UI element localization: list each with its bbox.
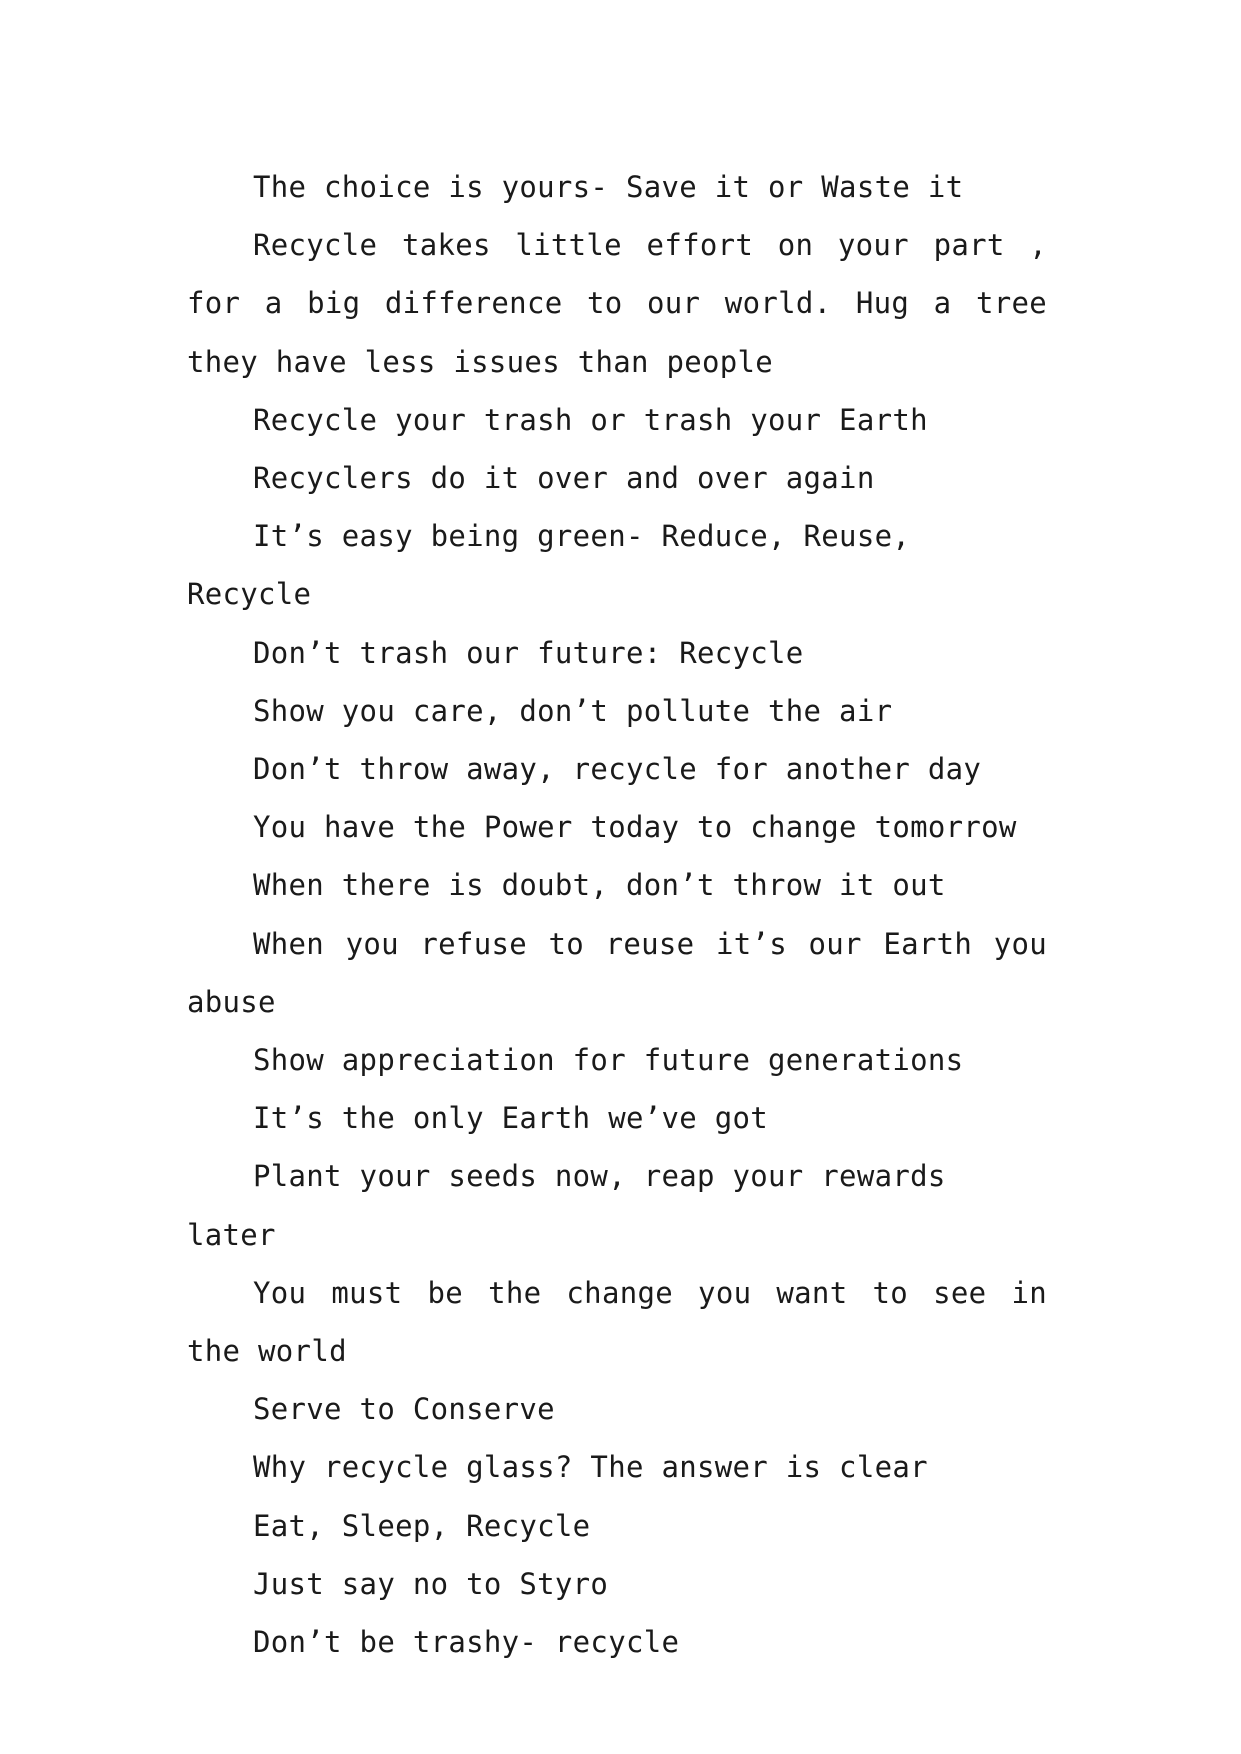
- paragraph: Show appreciation for future generations: [253, 1043, 964, 1078]
- paragraph: Plant your seeds now, reap your rewards later: [187, 1159, 946, 1252]
- paragraph: Recycle takes little effort on your part , for a big difference to our world. Hug a tree they have less issues than people: [187, 228, 1047, 379]
- paragraph: Show you care, don’t pollute the air: [253, 693, 893, 728]
- paragraph: Eat, Sleep, Recycle: [253, 1508, 591, 1543]
- paragraph: Serve to Conserve: [253, 1392, 555, 1427]
- paragraph: You must be the change you want to see in the world: [187, 1275, 1047, 1369]
- paragraph: It’s the only Earth we’ve got: [253, 1101, 769, 1136]
- paragraph: You have the Power today to change tomorrow: [253, 810, 1017, 845]
- paragraph: When there is doubt, don’t throw it out: [253, 868, 946, 903]
- paragraph: Why recycle glass? The answer is clear: [253, 1450, 928, 1485]
- document-body: [187, 158, 1047, 1671]
- paragraph: When you refuse to reuse it’s our Earth you abuse: [187, 926, 1047, 1019]
- paragraph: Don’t trash our future: Recycle: [253, 635, 804, 670]
- paragraph: Recycle your trash or trash your Earth: [253, 402, 928, 437]
- paragraph: Don’t throw away, recycle for another day: [253, 752, 982, 787]
- paragraph: Recyclers do it over and over again: [253, 461, 875, 496]
- paragraph: Just say no to Styro: [253, 1566, 609, 1601]
- paragraph: Don’t be trashy- recycle: [253, 1625, 680, 1660]
- paragraph: The choice is yours- Save it or Waste it: [253, 170, 964, 204]
- paragraph: It’s easy being green- Reduce, Reuse, Recycle: [187, 519, 911, 612]
